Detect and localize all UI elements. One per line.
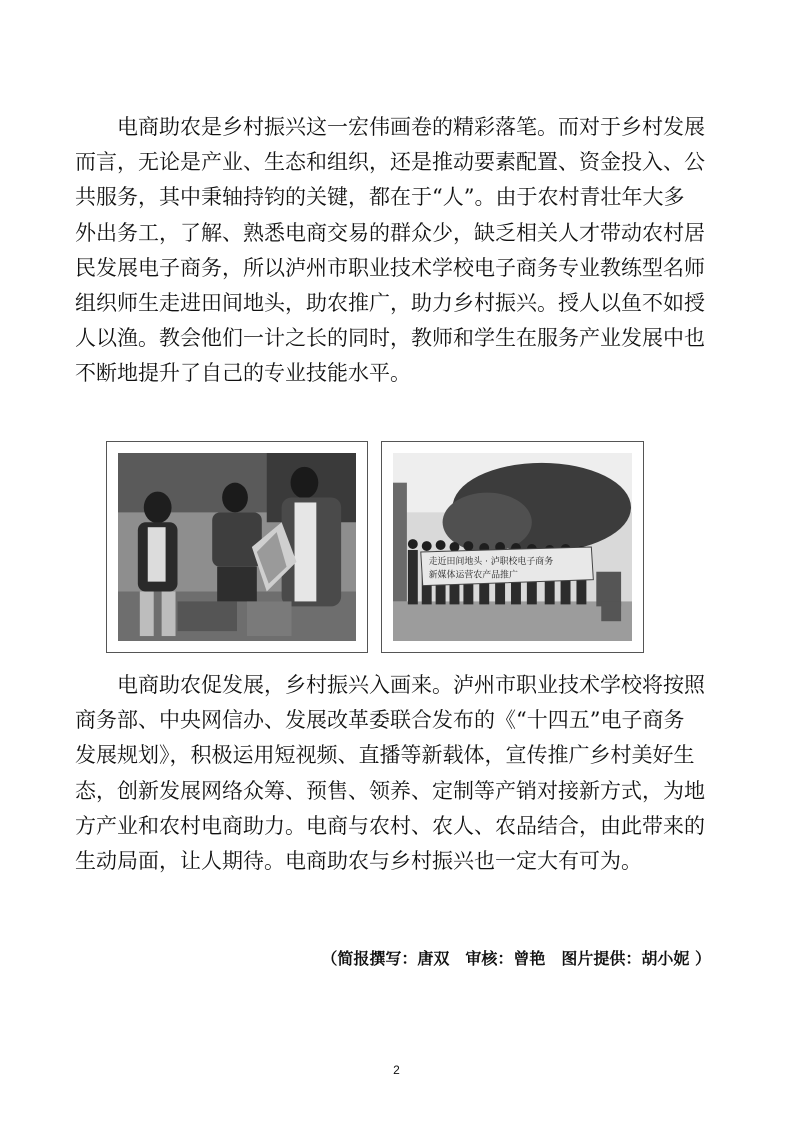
paragraph-line: 人以渔。教会他们一计之长的同时，教师和学生在服务产业发展中也 — [75, 326, 705, 351]
paragraph-conclusion — [75, 668, 727, 879]
photo-students-packing-produce — [106, 441, 368, 653]
paragraph-line: 方产业和农村电商助力。电商与农村、农人、农品结合，由此带来的 — [75, 813, 705, 838]
photo-group-with-banner — [381, 441, 644, 653]
banner-line-2: 新媒体运营农产品推广 — [428, 570, 518, 581]
paragraph-line: 共服务，其中秉轴持钧的关键，都在于“人”。由于农村青壮年大多 — [75, 185, 685, 210]
paragraph-line: 态，创新发展网络众筹、预售、领养、定制等产销对接新方式，为地 — [75, 778, 705, 803]
group-banner-image — [393, 453, 632, 641]
paragraph-intro — [75, 110, 727, 392]
paragraph-line: 电商助农促发展，乡村振兴入画来。泸州市职业技术学校将按照 — [117, 673, 705, 697]
credits-line: （简报撰写：唐双 审核：曾艳 图片提供：胡小妮 ） — [321, 949, 711, 968]
page-number: 2 — [393, 1063, 400, 1077]
paragraph-line: 而言，无论是产业、生态和组织，还是推动要素配置、资金投入、公 — [75, 150, 705, 175]
paragraph-line: 发展规划》，积极运用短视频、直播等新载体，宣传推广乡村美好生 — [75, 743, 695, 768]
paragraph-line: 组织师生走进田间地头，助农推广，助力乡村振兴。授人以鱼不如授 — [75, 291, 705, 316]
banner-line-1: 走近田间地头 · 泸职校电子商务 — [428, 556, 554, 567]
paragraph-line: 外出务工，了解、熟悉电商交易的群众少，缺乏相关人才带动农村居 — [75, 220, 705, 245]
paragraph-line: 民发展电子商务，所以泸州市职业技术学校电子商务专业教练型名师 — [75, 255, 705, 280]
paragraph-line: 商务部、中央网信办、发展改革委联合发布的《“十四五”电子商务 — [75, 708, 685, 733]
paragraph-line: 电商助农是乡村振兴这一宏伟画卷的精彩落笔。而对于乡村发展 — [117, 115, 705, 139]
paragraph-line: 生动局面，让人期待。电商助农与乡村振兴也一定大有可为。 — [75, 849, 642, 874]
paragraph-line: 不断地提升了自己的专业技能水平。 — [75, 361, 411, 386]
students-packing-image — [118, 453, 356, 641]
